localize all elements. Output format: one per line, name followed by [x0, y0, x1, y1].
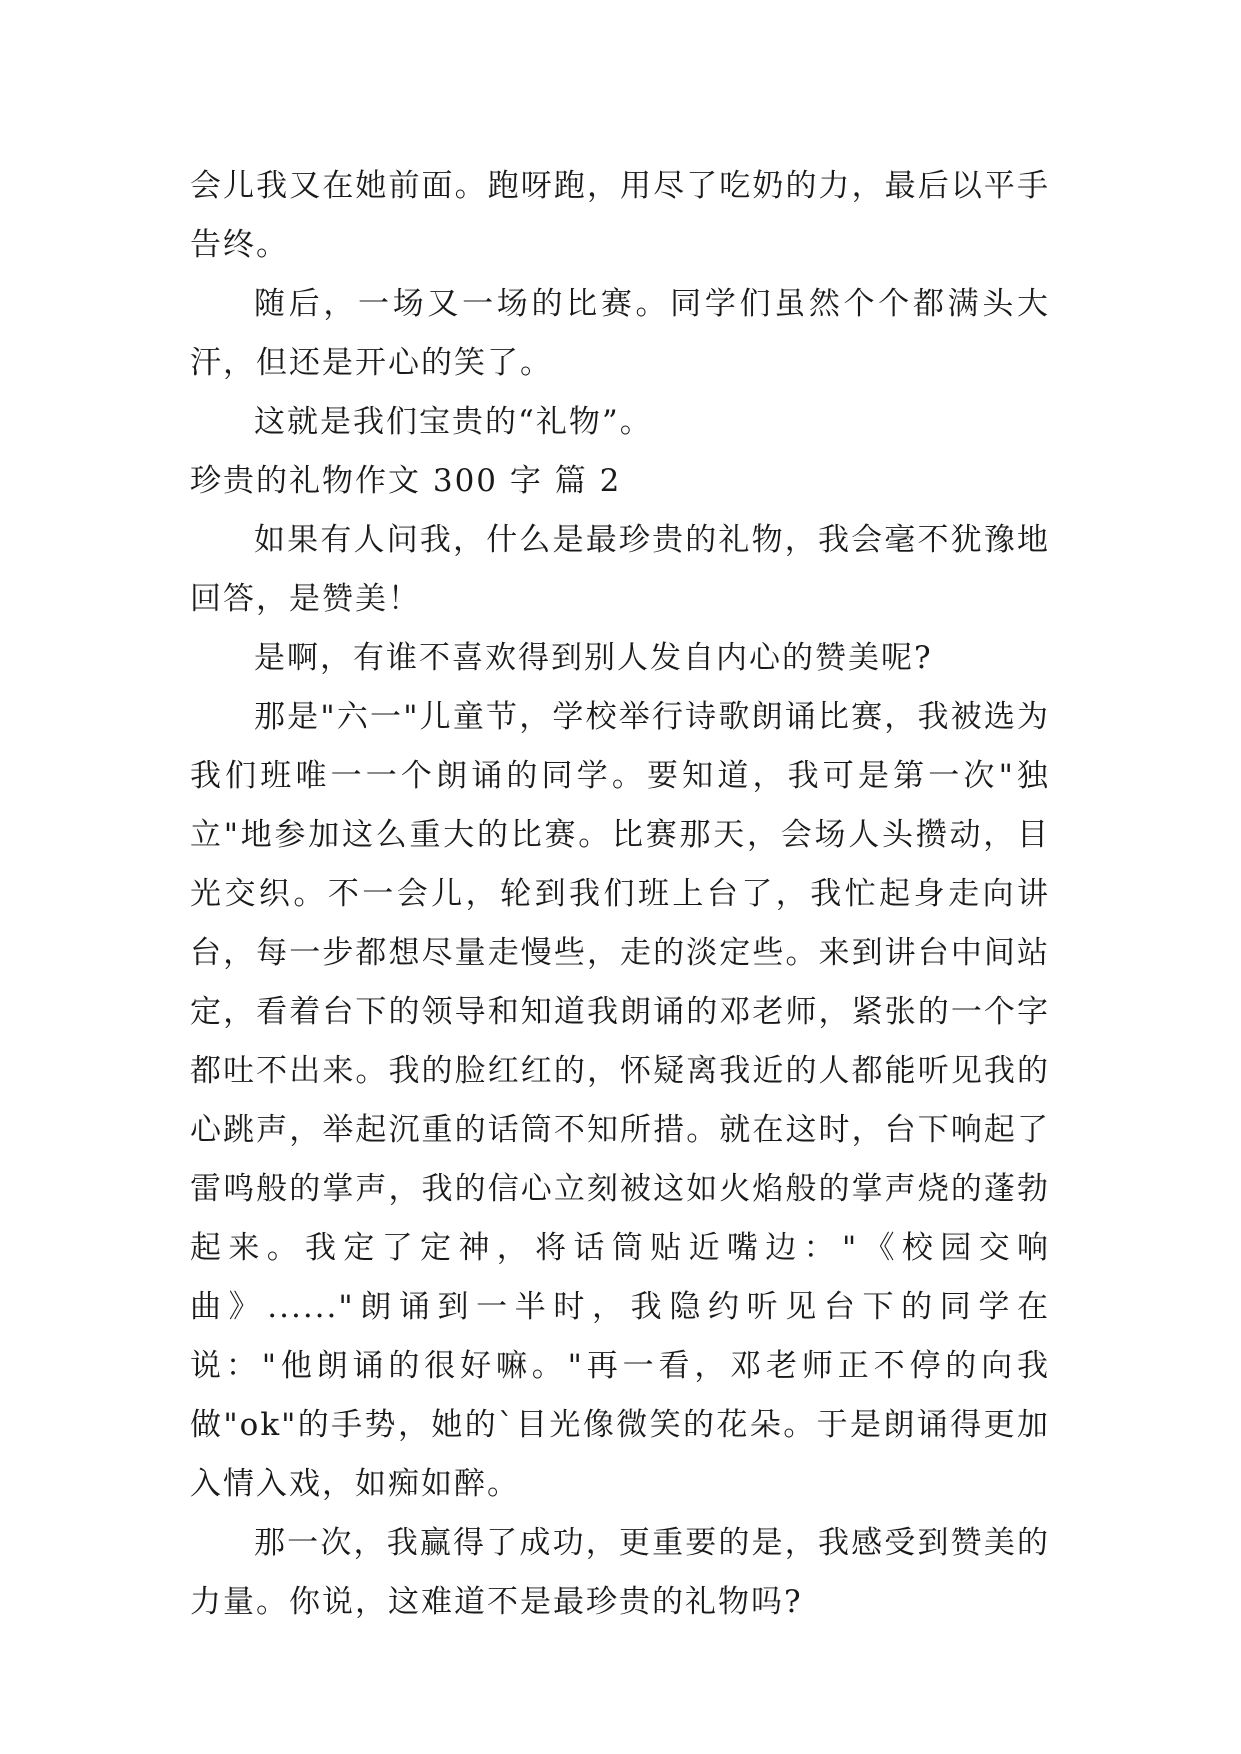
paragraph: 这就是我们宝贵的“礼物”。 [254, 404, 653, 440]
paragraph: 是啊，有谁不喜欢得到别人发自内心的赞美呢? [254, 640, 933, 676]
document-body [190, 157, 1050, 1632]
paragraph: 如果有人问我，什么是最珍贵的礼物，我会毫不犹豫地回答，是赞美！ [190, 522, 1050, 617]
paragraph: 随后，一场又一场的比赛。同学们虽然个个都满头大汗，但还是开心的笑了。 [190, 286, 1050, 381]
paragraph: 会儿我又在她前面。跑呀跑，用尽了吃奶的力，最后以平手告终。 [190, 168, 1050, 263]
paragraph: 那一次，我赢得了成功，更重要的是，我感受到赞美的力量。你说，这难道不是最珍贵的礼物吗? [190, 1525, 1050, 1620]
section-heading: 珍贵的礼物作文 300 字 篇 2 [190, 463, 622, 499]
paragraph: 那是"六一"儿童节，学校举行诗歌朗诵比赛，我被选为我们班唯一一个朗诵的同学。要知道，我可是第一次"独立"地参加这么重大的比赛。比赛那天，会场人头攒动，目光交织。不一会儿，轮到我们班上台了，我忙起身走向讲台，每一步都想尽量走慢些，走的淡定些。来到讲台中间站定，看着台下的领导和知道我朗诵的邓老师，紧张的一个字都吐不出来。我的脸红红的，怀疑离我近的人都能听见我的心跳声，举起沉重的话筒不知所措。就在这时，台下响起了雷鸣般的掌声，我的信心立刻被这如火焰般的掌声烧的蓬勃起来。我定了定神，将话筒贴近嘴边："《校园交响曲》......"朗诵到一半时，我隐约听见台下的同学在说："他朗诵的很好嘛。"再一看，邓老师正不停的向我做"ok"的手势，她的`目光像微笑的花朵。于是朗诵得更加入情入戏，如痴如醉。 [190, 699, 1050, 1502]
